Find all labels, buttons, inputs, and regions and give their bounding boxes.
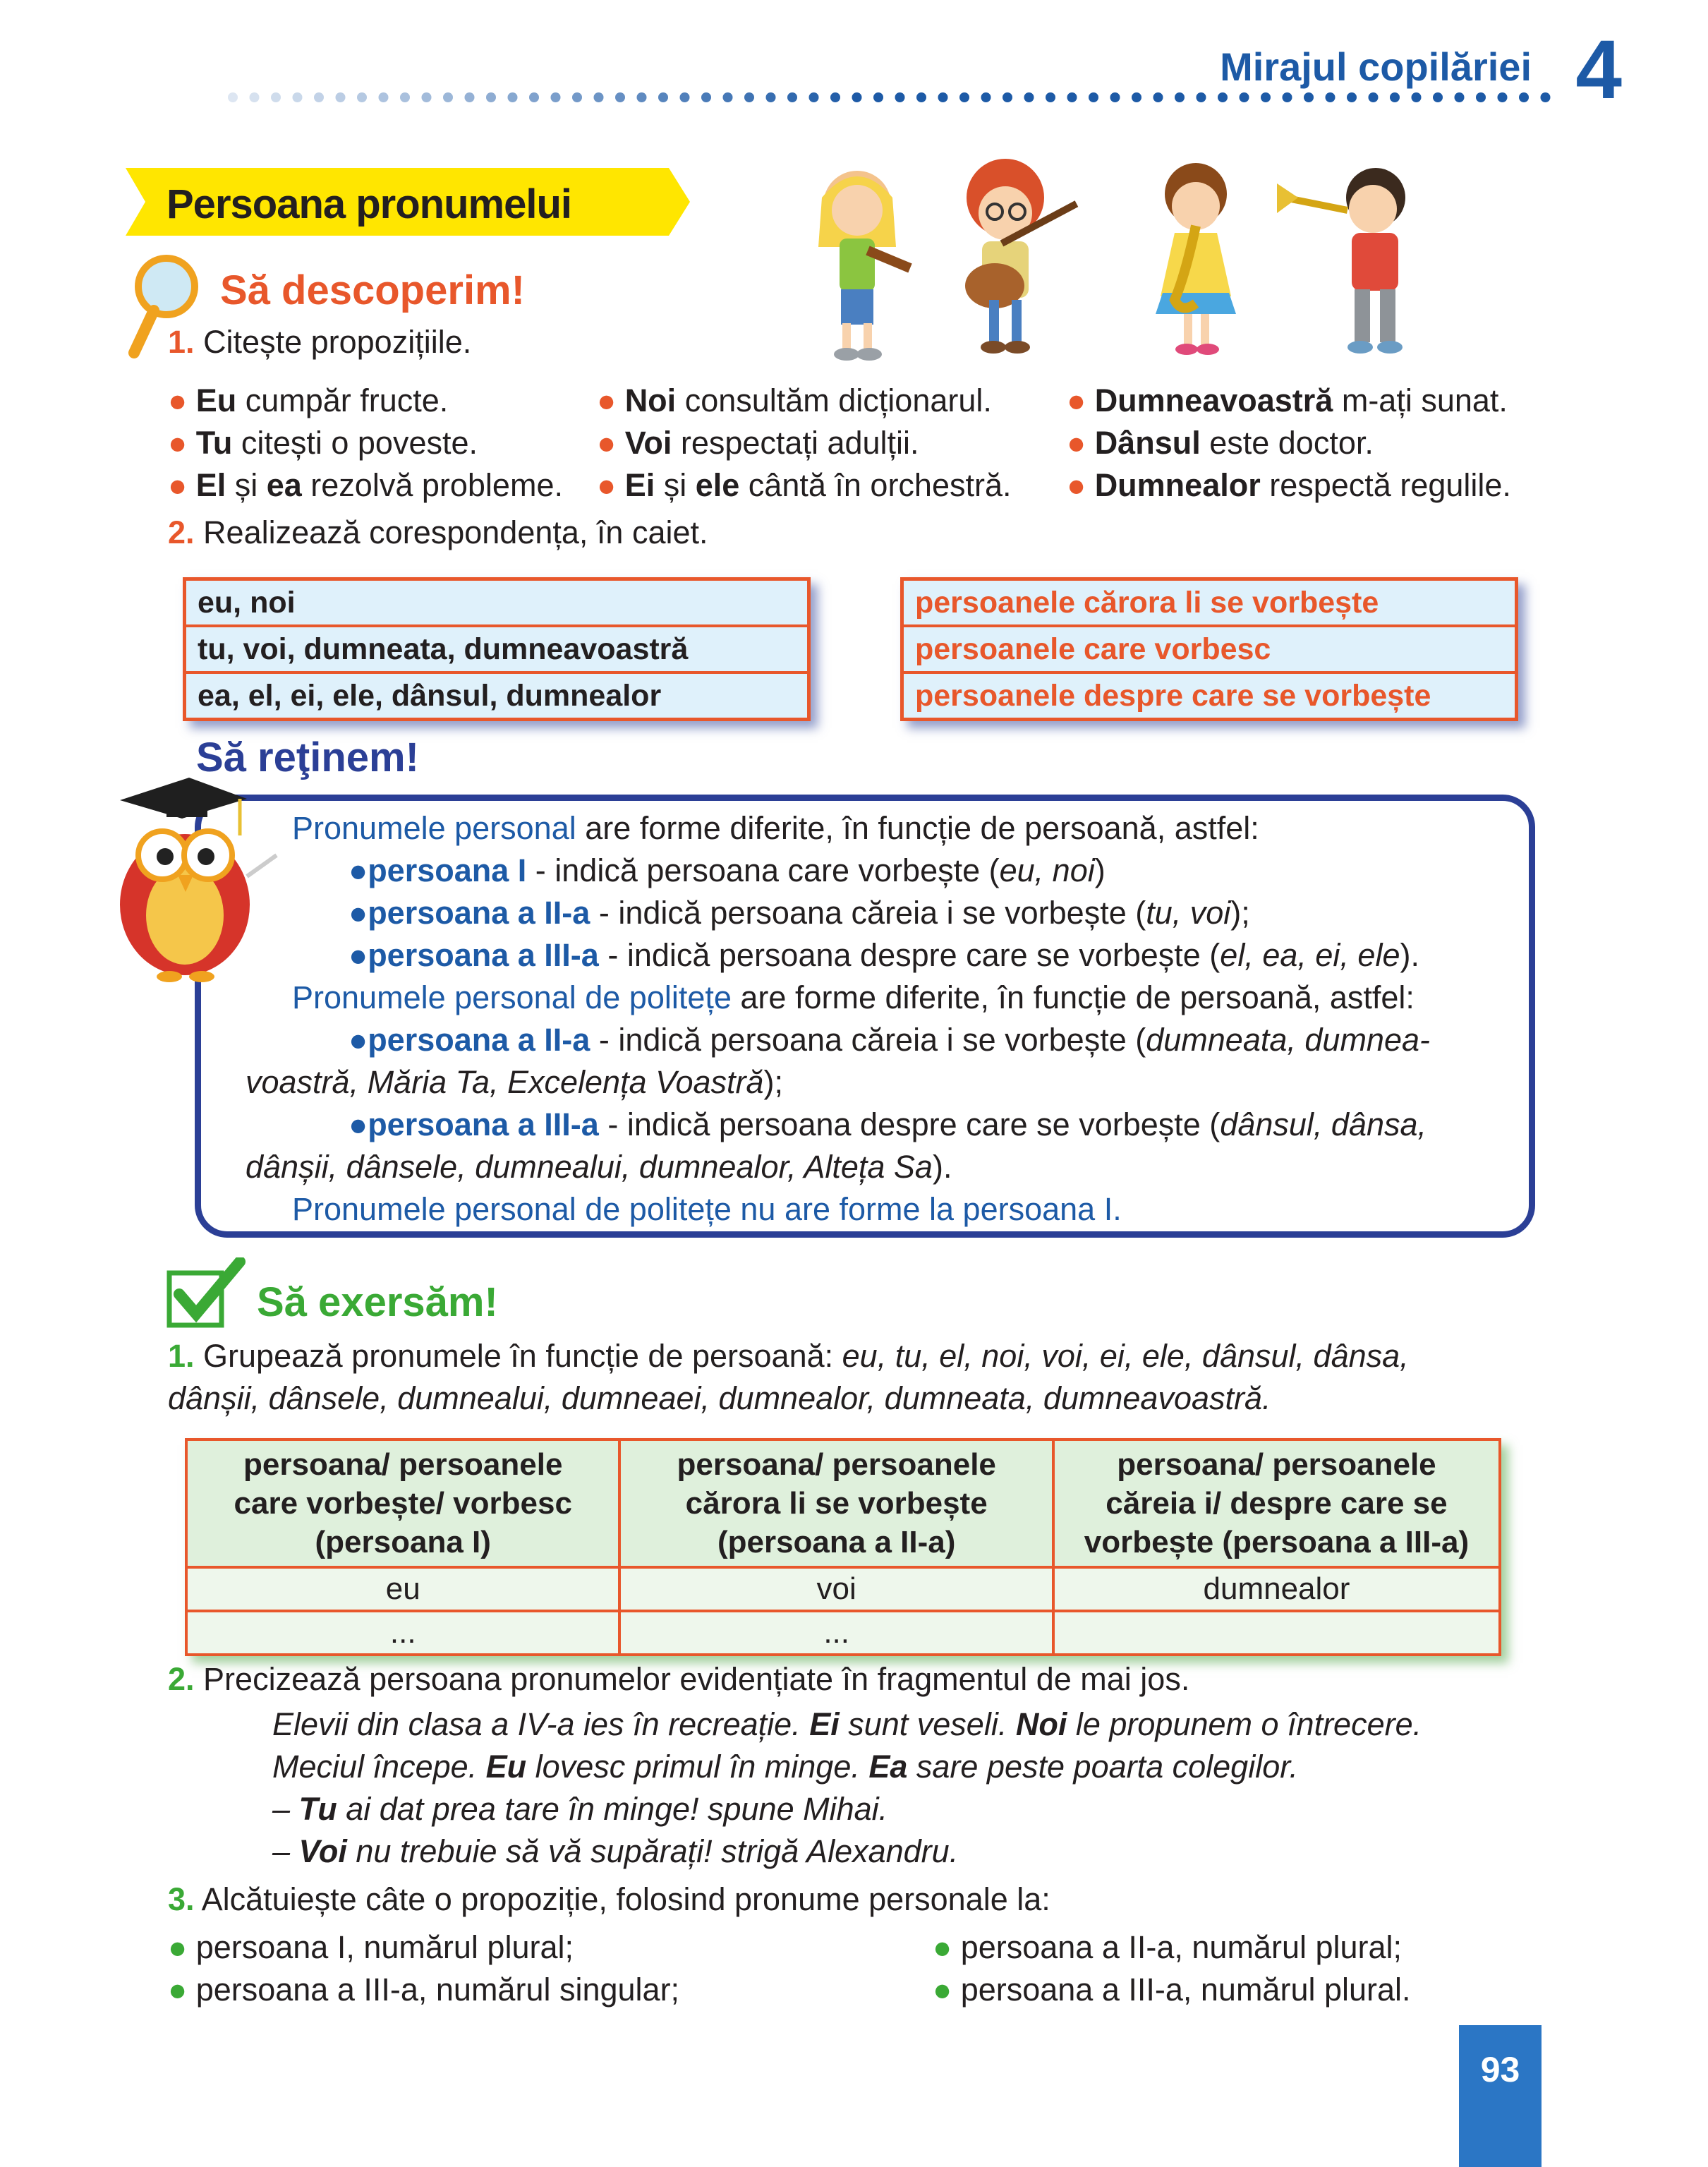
person-match-box: [900, 577, 1518, 721]
boy-trumpet-figure: [1277, 168, 1405, 354]
example-sentence: ● Dânsul este doctor.: [1067, 425, 1374, 461]
owl-graduate-icon: [99, 771, 282, 982]
retain-paragraph-2: Pronumele personal de politețe are forme diferite, în funcție de persoană, astfel:: [292, 979, 1415, 1015]
fragment-line: Elevii din clasa a IV-a ies în recreație. Ei sunt veseli. Noi le propunem o întrecere.: [272, 1706, 1422, 1742]
discover-title: Să descoperim!: [220, 267, 525, 313]
sentences-col-1: [168, 380, 563, 507]
example-sentence: ● El și ea rezolvă probleme.: [168, 467, 563, 503]
table-cell: eu: [186, 1567, 619, 1611]
exercise-task3: 3. Alcătuiește câte o propoziție, folosind pronume personale la:: [168, 1881, 1050, 1917]
retain-bullet-4-cont: voastră, Măria Ta, Excelența Voastră);: [246, 1064, 784, 1100]
pronoun-match-box: [183, 577, 811, 721]
person-grouping-table: [185, 1438, 1501, 1656]
sentences-col-2: [597, 380, 1012, 507]
retain-bullet-3: ●persoana a III-a - indică persoana despre care se vorbește (el, ea, ei, ele).: [349, 937, 1419, 973]
match-left-item: tu, voi, dumneata, dumneavoastră: [186, 624, 807, 671]
example-sentence: ● Dumneavoastră m-ați sunat.: [1067, 382, 1508, 418]
example-sentence: ● Tu citești o poveste.: [168, 425, 478, 461]
retain-bullet-5: ●persoana a III-a - indică persoana despre care se vorbește (dânsul, dânsa,: [349, 1106, 1427, 1142]
retain-note: Pronumele personal de politețe nu are forme la persoana I.: [292, 1191, 1122, 1227]
boy-guitar-figure: [965, 159, 1078, 354]
example-sentence: ● Voi respectați adulții.: [597, 425, 919, 461]
exercise-task1: 1. Grupează pronumele în funcție de persoană: eu, tu, el, noi, voi, ei, ele, dânsul, dânsa,: [168, 1338, 1409, 1374]
lesson-title: Persoana pronumelui: [166, 181, 572, 227]
table-row: [186, 1567, 1500, 1611]
retain-bullet-5-cont: dânșii, dânsele, dumnealui, dumnealor, Alteța Sa).: [246, 1149, 952, 1185]
dotted-rule: [226, 90, 1566, 104]
table-cell: [1053, 1611, 1500, 1655]
table-header-cell: persoana/ persoanele căreia i/ despre care se vorbește (persoana a III-a): [1053, 1439, 1500, 1567]
match-right-item: persoanele care vorbesc: [904, 624, 1515, 671]
table-cell: voi: [619, 1567, 1053, 1611]
girl-saxophone-figure: [1156, 163, 1236, 355]
retain-bullet-2: ●persoana a II-a - indică persoana căreia i se vorbește (tu, voi);: [349, 895, 1250, 931]
table-cell: ...: [186, 1611, 619, 1655]
table-cell: ...: [619, 1611, 1053, 1655]
exercise-task2: 2. Precizează persoana pronumelor evidențiate în fragmentul de mai jos.: [168, 1661, 1190, 1697]
chapter-title: Mirajul copilăriei: [1220, 44, 1532, 89]
chapter-number: 4: [1575, 23, 1622, 116]
match-left-item: ea, el, ei, ele, dânsul, dumnealor: [186, 671, 807, 718]
fragment-text: [272, 1703, 1422, 1873]
task1-instruction: 1. Citește propozițiile.: [168, 324, 472, 360]
page-number-tab: [1459, 2025, 1542, 2167]
match-left-item: eu, noi: [198, 586, 296, 620]
example-sentence: ● Eu cumpăr fructe.: [168, 382, 449, 418]
table-row: [186, 1611, 1500, 1655]
example-sentence: ● Ei și ele cântă în orchestră.: [597, 467, 1012, 503]
page-number: 93: [1480, 2050, 1520, 2089]
task2-instruction: 2. Realizează corespondența, în caiet.: [168, 514, 708, 550]
retain-bullet-4: ●persoana a II-a - indică persoana căreia i se vorbește (dumneata, dumnea-: [349, 1022, 1430, 1058]
exercise-title: Să exersăm!: [257, 1279, 498, 1325]
table-header-cell: persoana/ persoanele cărora li se vorbește (persoana a II-a): [619, 1439, 1053, 1567]
sentences-col-3: [1067, 380, 1511, 507]
example-sentence: ● Dumnealor respectă regulile.: [1067, 467, 1511, 503]
option-item: ● persoana a III-a, numărul singular;: [168, 1972, 680, 2008]
fragment-line: Meciul începe. Eu lovesc primul în minge. Ea sare peste poarta colegilor.: [272, 1749, 1299, 1785]
table-header-cell: persoana/ persoanele care vorbește/ vorbesc (persoana I): [186, 1439, 619, 1567]
option-item: ● persoana a II-a, numărul plural;: [933, 1929, 1403, 1965]
fragment-line: – Tu ai dat prea tare în minge! spune Mihai.: [272, 1791, 888, 1827]
children-musicians-illustration: [790, 155, 1453, 367]
retain-title: Să reţinem!: [196, 735, 419, 780]
table-cell: dumnealor: [1053, 1567, 1500, 1611]
table-header-row: [186, 1439, 1500, 1567]
option-item: ● persoana I, numărul plural;: [168, 1929, 574, 1965]
option-item: ● persoana a III-a, numărul plural.: [933, 1972, 1411, 2008]
example-sentence: ● Noi consultăm dicționarul.: [597, 382, 992, 418]
checkbox-icon: [166, 1257, 246, 1328]
match-right-item: persoanele despre care se vorbește: [904, 671, 1515, 718]
retain-paragraph-1: Pronumele personal are forme diferite, în funcție de persoană, astfel:: [292, 810, 1259, 846]
retain-bullet-1: ●persoana I - indică persoana care vorbește (eu, noi): [349, 852, 1106, 888]
fragment-line: – Voi nu trebuie să vă supărați! strigă Alexandru.: [272, 1833, 959, 1869]
match-right-item: persoanele cărora li se vorbește: [915, 586, 1379, 620]
exercise-task1-cont: dânșii, dânsele, dumnealui, dumneaei, dumnealor, dumneata, dumneavoastră.: [168, 1380, 1271, 1416]
girl-violin-figure: [818, 171, 910, 361]
